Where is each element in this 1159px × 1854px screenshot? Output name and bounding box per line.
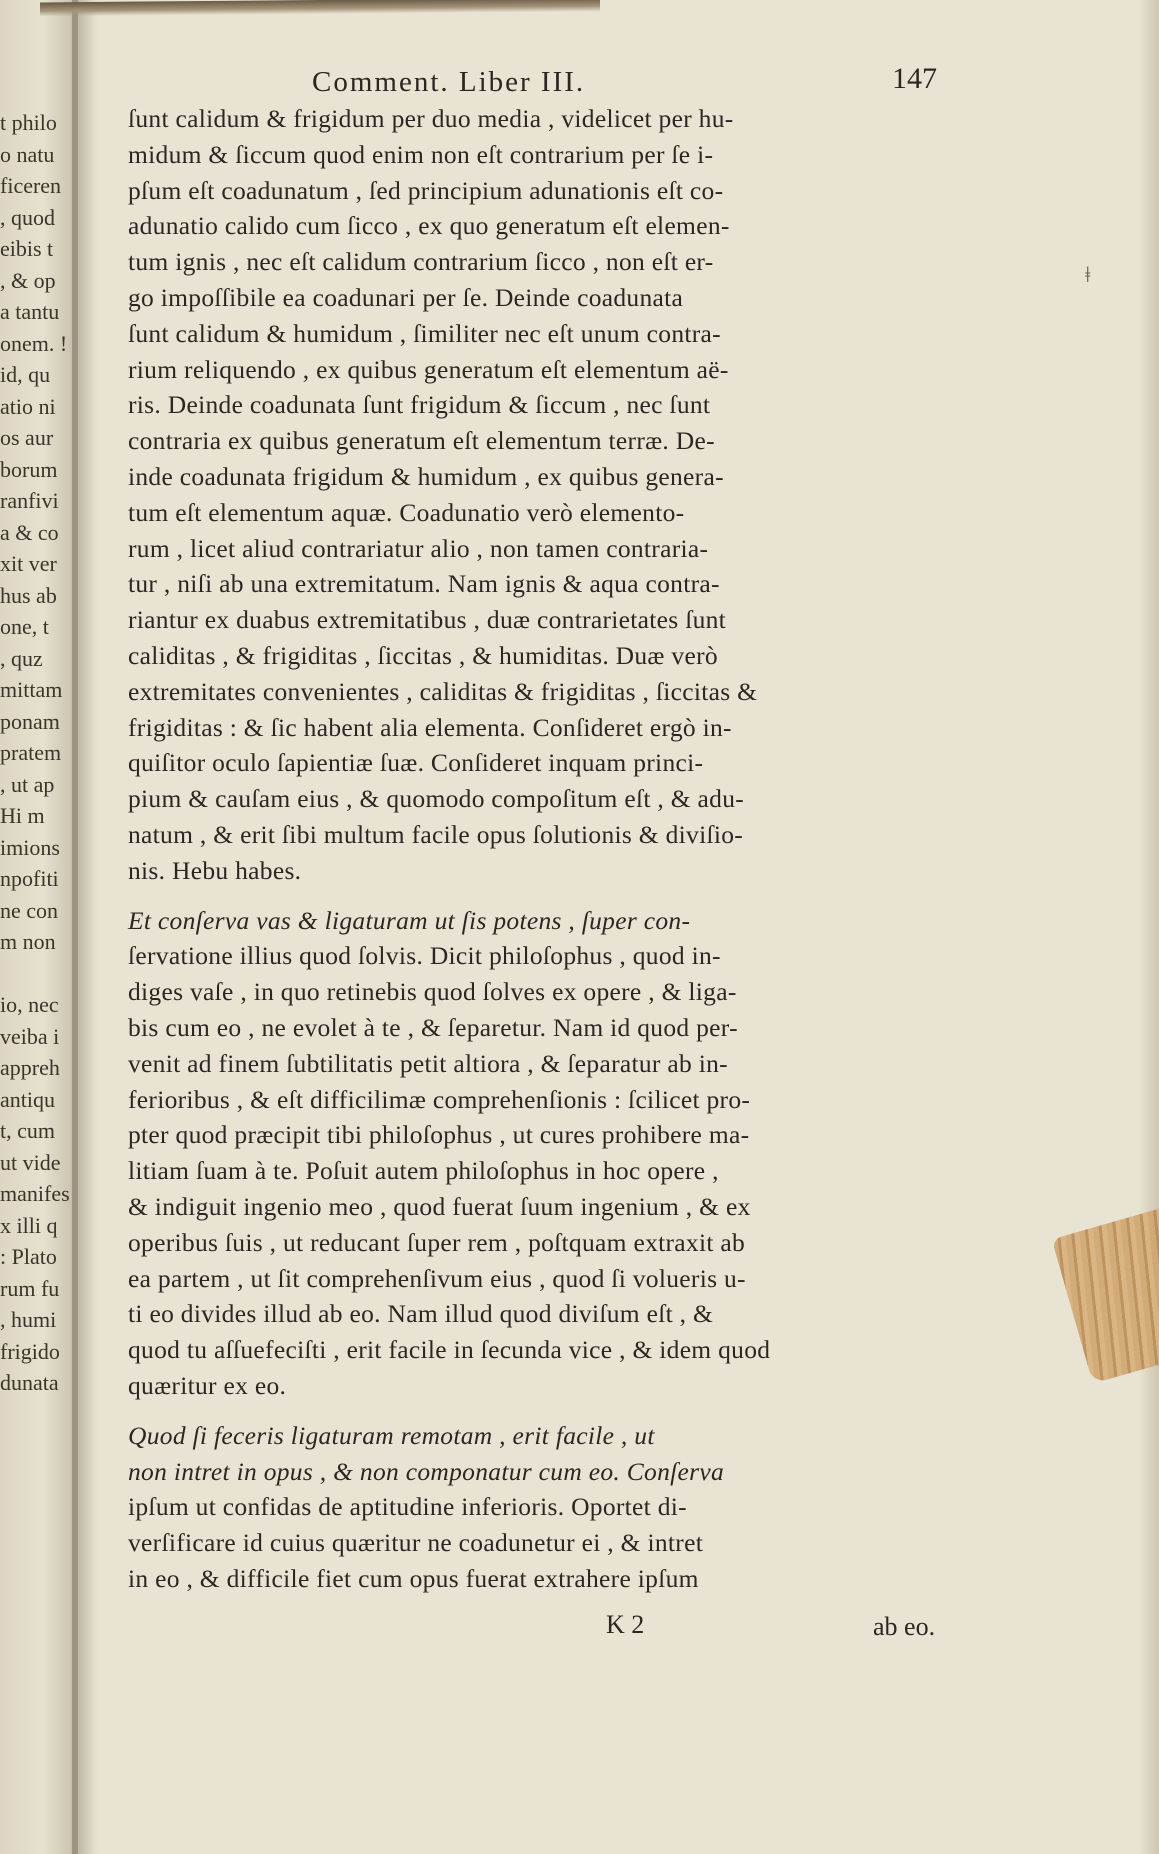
previous-page-line: , humi <box>0 1307 57 1332</box>
wood-fragment <box>1052 1206 1159 1383</box>
signature-mark: K 2 <box>606 1610 645 1639</box>
text-line: operibus ſuis , ut reducant ſuper rem , poſtquam extraxit ab <box>128 1227 746 1257</box>
text-line: ferioribus , & eſt difficilimæ comprehenſionis : ſcilicet pro- <box>128 1084 751 1114</box>
previous-page-line: os aur <box>0 425 54 450</box>
text-line: inde coadunata frigidum & humidum , ex quibus genera- <box>128 462 724 491</box>
text-line: venit ad finem ſubtilitatis petit altiora , & ſeparatur ab in- <box>128 1048 728 1078</box>
text-line: pter quod præcipit tibi philoſophus , ut cures prohibere ma- <box>128 1120 750 1150</box>
previous-page-line: rum fu <box>0 1275 60 1301</box>
previous-page-line: : Plato <box>0 1244 57 1269</box>
text-line: ti eo divides illud ab eo. Nam illud quod diviſum eſt , & <box>128 1299 714 1329</box>
running-head: Comment. Liber III. <box>312 66 586 98</box>
text-line: ſervatione illius quod ſolvis. Dicit philoſophus , quod in- <box>128 941 721 971</box>
text-line: frigiditas : & ſic habent alia elementa. Conſideret ergò in- <box>128 712 732 742</box>
previous-page-line: frigido <box>0 1338 60 1364</box>
previous-page-line: antiqu <box>0 1086 55 1112</box>
text-line: Quod ſi feceris ligaturam remotam , erit facile , ut <box>128 1420 655 1450</box>
text-line: nis. Hebu habes. <box>128 855 302 885</box>
previous-page-line: xit ver <box>0 551 57 576</box>
previous-page-line: pratem <box>0 740 62 765</box>
text-line: extremitates convenientes , caliditas & frigiditas , ſiccitas & <box>128 676 758 706</box>
previous-page-line: id, qu <box>0 362 51 387</box>
previous-page-line: appreh <box>0 1055 60 1080</box>
previous-page-line: manifes <box>0 1181 70 1206</box>
text-line: Et conſerva vas & ligaturam ut ſis potens , ſuper con- <box>128 905 691 935</box>
page-edge-right <box>1139 0 1159 1854</box>
text-line: rum , licet aliud contrariatur alio , non tamen contraria- <box>128 533 709 563</box>
previous-page-line: x illi q <box>0 1212 58 1238</box>
text-line: verſificare id cuius quæritur ne coadunetur ei , & intret <box>128 1528 704 1558</box>
text-line: ipſum ut confidas de aptitudine inferioris. Oportet di- <box>128 1492 687 1522</box>
text-line: quæritur ex eo. <box>128 1371 287 1400</box>
text-line: tur , niſi ab una extremitatum. Nam ignis & aqua contra- <box>128 569 720 599</box>
text-line: caliditas , & frigiditas , ſiccitas , & humiditas. Duæ verò <box>128 641 718 670</box>
previous-page-line: imions <box>0 834 60 860</box>
text-line: ea partem , ut ſit comprehenſivum eius , quod ſi volueris u- <box>128 1263 746 1293</box>
text-line: bis cum eo , ne evolet à te , & ſeparetur. Nam id quod per- <box>128 1013 738 1042</box>
text-line: pſum eſt coadunatum , ſed principium adunationis eſt co- <box>128 175 724 205</box>
previous-page-line: a tantu <box>0 299 60 324</box>
previous-page-line: , & op <box>0 267 56 293</box>
previous-page-line: borum <box>0 456 58 482</box>
previous-page-line: atio ni <box>0 393 56 419</box>
text-line: midum & ſiccum quod enim non eſt contrarium per ſe i- <box>128 139 714 169</box>
previous-page-line: , quod <box>0 204 55 230</box>
previous-page-line: a & co <box>0 519 59 545</box>
previous-page-line: ranfivi <box>0 488 59 513</box>
previous-page-line: Hi m <box>0 803 45 828</box>
catchword: ab eo. <box>873 1612 936 1641</box>
text-line: diges vaſe , in quo retinebis quod ſolves ex opere , & liga- <box>128 977 737 1007</box>
text-line: ſunt calidum & frigidum per duo media , videlicet per hu- <box>128 104 734 133</box>
previous-page-line: eibis t <box>0 236 54 261</box>
page-edge-top <box>40 0 600 16</box>
previous-page-line: m non <box>0 929 56 954</box>
previous-page-line: t, cum <box>0 1118 55 1143</box>
text-line: riantur ex duabus extremitatibus , duæ contrarietates ſunt <box>128 605 727 635</box>
text-line: ſunt calidum & humidum , ſimiliter nec eſt unum contra- <box>128 318 721 348</box>
previous-page-line: t philo <box>0 110 57 135</box>
previous-page-line: , ut ap <box>0 771 55 797</box>
text-line: tum ignis , nec eſt calidum contrarium ſicco , non eſt er- <box>128 247 714 277</box>
previous-page-line: veiba i <box>0 1023 60 1049</box>
text-line: quiſitor oculo ſapientiæ ſuæ. Conſideret inquam princi- <box>128 748 704 778</box>
previous-page-line: dunata <box>0 1370 59 1395</box>
previous-page-line: one, t <box>0 614 49 639</box>
previous-page-line: hus ab <box>0 582 57 608</box>
previous-page-line: ne con <box>0 897 59 923</box>
text-line: & indiguit ingenio meo , quod fuerat ſuum ingenium , & ex <box>128 1192 751 1221</box>
text-line: rium reliquendo , ex quibus generatum eſt elementum aë- <box>128 354 729 384</box>
previous-page-line: ficeren <box>0 173 62 198</box>
previous-page-line: onem. ! <box>0 330 68 356</box>
text-line: adunatio calido cum ſicco , ex quo generatum eſt elemen- <box>128 211 730 241</box>
text-line: tum eſt elementum aquæ. Coadunatio verò elemento- <box>128 497 685 527</box>
text-line: contraria ex quibus generatum eſt elementum terræ. De- <box>128 426 715 456</box>
text-line: natum , & erit ſibi multum facile opus ſolutionis & diviſio- <box>128 820 744 849</box>
previous-page-line: mittam <box>0 677 63 702</box>
text-line: litiam ſuam à te. Poſuit autem philoſophus in hoc opere , <box>128 1156 719 1186</box>
text-line: go impoſſibile ea coadunari per ſe. Deinde coadunata <box>128 283 684 312</box>
text-line: quod tu aſſuefeciſti , erit facile in ſecunda vice , & idem quod <box>128 1335 771 1365</box>
margin-mark: ǂ <box>1085 262 1091 287</box>
previous-page-line: o natu <box>0 141 55 167</box>
previous-page-line: , quz <box>0 645 43 671</box>
previous-page-line: npofiti <box>0 866 59 891</box>
page-number: 147 <box>892 62 937 95</box>
text-line: in eo , & difficile fiet cum opus fuerat extrahere ipſum <box>128 1564 699 1593</box>
previous-page-line: io, nec <box>0 992 59 1017</box>
text-line: non intret in opus , & non componatur cum eo. Conſerva <box>128 1456 725 1486</box>
text-line: ris. Deinde coadunata ſunt frigidum & ſiccum , nec ſunt <box>128 390 711 420</box>
previous-page-line: ut vide <box>0 1149 61 1175</box>
previous-page-line: ponam <box>0 708 60 734</box>
text-line: pium & cauſam eius , & quomodo compoſitum eſt , & adu- <box>128 784 745 814</box>
